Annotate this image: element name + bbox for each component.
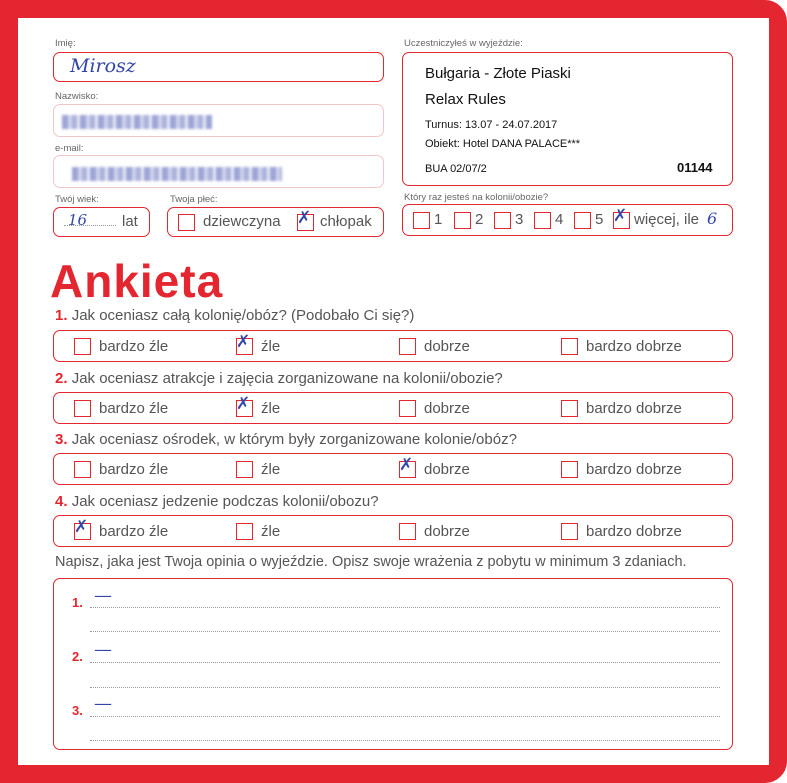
times-field [402,204,733,236]
line-number-1: 1. [72,595,83,610]
times-option-1: 1 [434,211,443,228]
question-1-text: Jak oceniasz całą kolonię/obóz? (Podobało Ci się?) [71,307,415,324]
question-1-number: 1. [55,307,68,324]
q1-checkbox-dobrze[interactable] [399,338,416,355]
times-count-value: 6 [707,209,718,228]
trip-destination: Bułgaria - Złote Piaski [425,65,571,82]
checkbox-times-4[interactable] [534,212,551,229]
checkbox-times-2[interactable] [454,212,471,229]
q3-checkbox-bardzo-dobrze[interactable] [561,461,578,478]
q2-checkbox-dobrze[interactable] [399,400,416,417]
q3-checkbox-dobrze[interactable] [399,455,416,478]
question-2-text: Jak oceniasz atrakcje i zajęcia zorganizowane na kolonii/obozie? [71,370,503,387]
check-mark-icon: ✗ [74,517,89,537]
trip-turnus: Turnus: 13.07 - 24.07.2017 [425,119,558,131]
times-option-4: 4 [555,211,564,228]
q3-option-bardzo-dobrze: bardzo dobrze [586,461,682,478]
q3-checkbox-zle[interactable] [236,461,253,478]
age-label: Twój wiek: [55,194,99,205]
trip-code: BUA 02/07/2 [425,163,487,175]
question-4-text: Jak oceniasz jedzenie podczas kolonii/obozu? [71,493,379,510]
question-2-number: 2. [55,370,68,387]
q1-option-bardzo-zle: bardzo źle [99,338,169,355]
line-answer-3: — [94,693,112,714]
q2-option-zle: źle [261,400,281,417]
question-2-options [53,392,733,424]
line-answer-2: — [94,639,112,660]
q2-checkbox-bardzo-zle[interactable] [74,400,91,417]
writing-line-3a [90,716,720,717]
q1-checkbox-zle[interactable] [236,332,253,355]
checkbox-chlopak[interactable] [297,208,314,231]
gender-option-chlopak: chłopak [320,213,372,230]
line-number-3: 3. [72,703,83,718]
check-mark-icon: ✗ [236,394,251,414]
times-option-5: 5 [595,211,604,228]
q3-option-dobrze: dobrze [424,461,470,478]
q1-option-zle: źle [261,338,281,355]
q1-checkbox-bardzo-dobrze[interactable] [561,338,578,355]
name-field[interactable] [53,52,384,82]
opinion-textarea[interactable] [53,578,733,750]
name-value: Mirosz [70,55,136,77]
question-4-options [53,515,733,547]
gender-field [167,207,384,237]
times-option-more: więcej, ile [634,211,700,228]
writing-line-1b [90,631,720,632]
trip-info-box [402,52,733,186]
age-field[interactable] [53,207,150,237]
q2-option-bardzo-zle: bardzo źle [99,400,169,417]
checkbox-times-5[interactable] [574,212,591,229]
q2-option-bardzo-dobrze: bardzo dobrze [586,400,682,417]
checkbox-times-3[interactable] [494,212,511,229]
survey-title: Ankieta [50,255,224,307]
email-redacted [72,167,282,181]
q4-checkbox-bardzo-dobrze[interactable] [561,523,578,540]
question-3-options [53,453,733,485]
check-mark-icon: ✗ [236,332,251,352]
age-unit: lat [122,213,138,230]
q1-option-bardzo-dobrze: bardzo dobrze [586,338,682,355]
name-label: Imię: [55,38,76,49]
q2-option-dobrze: dobrze [424,400,470,417]
surname-label: Nazwisko: [55,91,99,102]
question-1-options [53,330,733,362]
writing-line-3b [90,740,720,741]
q3-option-zle: źle [261,461,281,478]
surname-field[interactable] [53,104,384,137]
question-4 [55,493,379,510]
writing-line-1a [90,607,720,608]
trip-label: Uczestniczyłeś w wyjeździe: [404,38,523,49]
q4-option-bardzo-dobrze: bardzo dobrze [586,523,682,540]
q2-checkbox-zle[interactable] [236,394,253,417]
q4-option-dobrze: dobrze [424,523,470,540]
question-3-number: 3. [55,431,68,448]
times-label: Który raz jesteś na kolonii/obozie? [404,192,549,203]
q4-checkbox-dobrze[interactable] [399,523,416,540]
checkbox-times-more[interactable] [613,206,630,229]
q4-option-zle: źle [261,523,281,540]
opinion-prompt: Napisz, jaka jest Twoja opinia o wyjeździe. Opisz swoje wrażenia z pobytu w minimum 3 zdaniach. [55,554,687,570]
line-number-2: 2. [72,649,83,664]
question-2 [55,370,503,387]
q4-checkbox-bardzo-zle[interactable] [74,517,91,540]
q3-checkbox-bardzo-zle[interactable] [74,461,91,478]
q4-option-bardzo-zle: bardzo źle [99,523,169,540]
trip-number: 01144 [677,160,713,175]
check-mark-icon: ✗ [297,208,312,228]
times-option-3: 3 [515,211,524,228]
check-mark-icon: ✗ [613,206,628,226]
question-3 [55,431,517,448]
trip-program: Relax Rules [425,91,506,108]
gender-option-dziewczyna: dziewczyna [203,213,281,230]
q1-checkbox-bardzo-zle[interactable] [74,338,91,355]
checkbox-dziewczyna[interactable] [178,214,195,231]
checkbox-times-1[interactable] [413,212,430,229]
q1-option-dobrze: dobrze [424,338,470,355]
question-1 [55,307,414,324]
q2-checkbox-bardzo-dobrze[interactable] [561,400,578,417]
email-label: e-mail: [55,143,84,154]
writing-line-2b [90,687,720,688]
email-field[interactable] [53,155,384,188]
q3-option-bardzo-zle: bardzo źle [99,461,169,478]
check-mark-icon: ✗ [399,455,414,475]
q4-checkbox-zle[interactable] [236,523,253,540]
trip-hotel: Obiekt: Hotel DANA PALACE*** [425,138,581,150]
question-3-text: Jak oceniasz ośrodek, w którym były zorganizowane kolonie/obóz? [71,431,517,448]
question-4-number: 4. [55,493,68,510]
age-value: 16 [68,211,88,229]
times-option-2: 2 [475,211,484,228]
surname-redacted [62,115,212,129]
gender-label: Twoja płeć: [170,194,218,205]
age-dotline [64,225,116,226]
writing-line-2a [90,662,720,663]
line-answer-1: — [94,585,112,606]
